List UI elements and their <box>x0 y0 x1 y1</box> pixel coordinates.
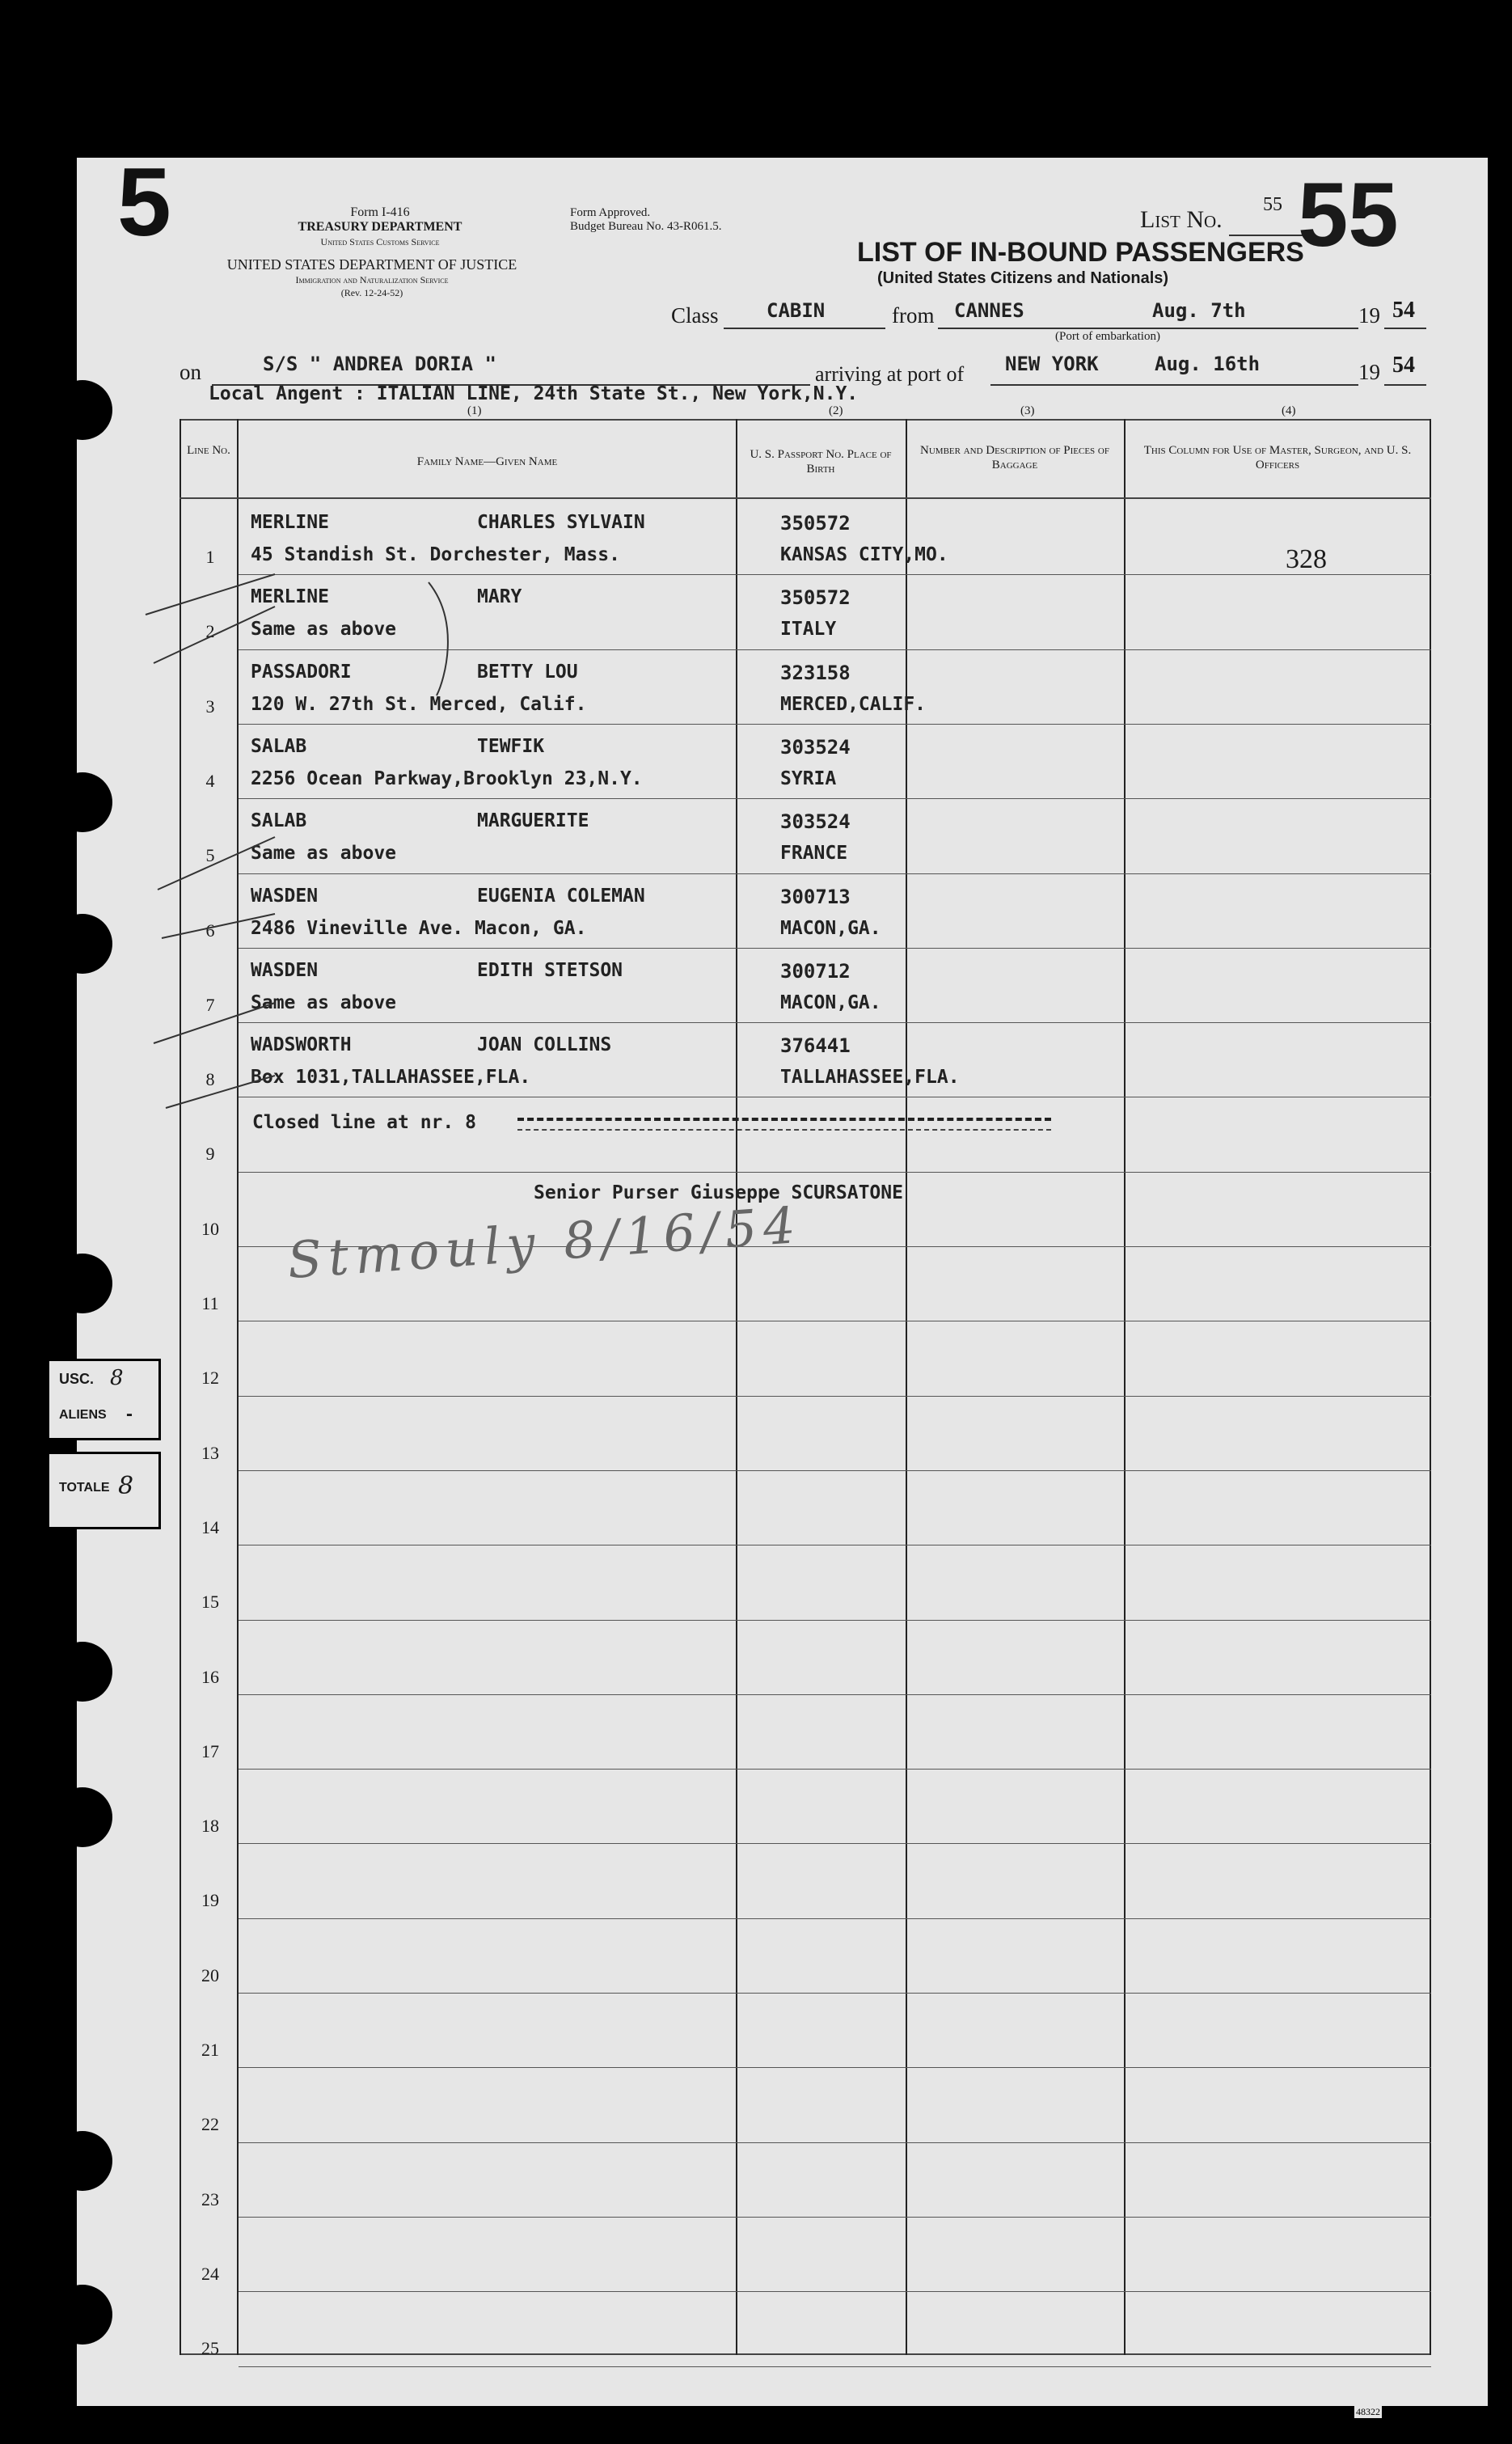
passport-number: 303524 <box>780 736 851 759</box>
family-name: SALAB <box>251 810 307 831</box>
punch-hole <box>53 1642 112 1702</box>
place-of-birth: TALLAHASSEE,FLA. <box>780 1067 960 1088</box>
col-baggage-number: (3) <box>1020 404 1035 417</box>
punch-hole <box>53 2131 112 2191</box>
senior-purser: Senior Purser Giuseppe SCURSATONE <box>534 1182 903 1203</box>
col-name-number: (1) <box>467 404 482 417</box>
col-officers-number: (4) <box>1282 404 1296 417</box>
punch-hole <box>53 772 112 832</box>
passport-number: 323158 <box>780 662 851 684</box>
aliens-value: - <box>126 1403 133 1425</box>
home-address: 2256 Ocean Parkway,Brooklyn 23,N.Y. <box>251 768 643 789</box>
col-header-line-no: Line No. <box>187 444 230 457</box>
total-label: TOTALE <box>59 1481 110 1495</box>
depart-date: Aug. 7th <box>1152 299 1246 322</box>
col-passport-number: (2) <box>829 404 843 417</box>
home-address: Box 1031,TALLAHASSEE,FLA. <box>251 1067 531 1088</box>
punch-hole <box>53 380 112 440</box>
line-number: 9 <box>205 1144 215 1164</box>
line-number: 17 <box>201 1741 219 1761</box>
row-rule <box>239 1993 1431 1994</box>
passport-number: 300713 <box>780 886 851 908</box>
table-bottom-border <box>179 2353 1431 2355</box>
given-name: MARGUERITE <box>477 810 589 831</box>
place-of-birth: ITALY <box>780 619 837 640</box>
arrival-port: NEW YORK <box>1005 353 1099 375</box>
depart-year-prefix: 19 <box>1358 303 1380 328</box>
form-approved: Form Approved. <box>570 206 651 219</box>
line-number: 10 <box>201 1219 219 1239</box>
table-right-border <box>1430 419 1431 2355</box>
given-name: CHARLES SYLVAIN <box>477 512 645 533</box>
place-of-birth: FRANCE <box>780 843 848 864</box>
line-number: 1 <box>205 547 215 567</box>
usc-label: USC. <box>59 1371 95 1387</box>
line-number: 16 <box>201 1667 219 1687</box>
place-of-birth: KANSAS CITY,MO. <box>780 544 948 565</box>
revision-date: (Rev. 12-24-52) <box>340 287 403 298</box>
col-header-passport: U. S. Passport No. Place of Birth <box>750 448 892 476</box>
punch-hole <box>53 914 112 974</box>
passport-number: 303524 <box>780 810 851 833</box>
row-rule <box>239 1620 1431 1621</box>
line-number: 2 <box>205 621 215 641</box>
punch-hole <box>53 1254 112 1313</box>
passport-number: 350572 <box>780 586 851 609</box>
col-header-officers: This Column for Use of Master, Surgeon, and U. S. Officers <box>1143 444 1412 471</box>
passport-number: 300712 <box>780 960 851 983</box>
place-of-birth: MACON,GA. <box>780 918 881 939</box>
given-name: BETTY LOU <box>477 662 578 683</box>
arrival-year: 54 <box>1392 353 1415 378</box>
corner-number: 5 <box>117 148 171 256</box>
header-bottom-border <box>179 497 1431 499</box>
line-number: 23 <box>201 2189 219 2209</box>
family-name: PASSADORI <box>251 662 352 683</box>
line-number: 15 <box>201 1592 219 1612</box>
ins-label: Immigration and Naturalization Service <box>295 274 449 285</box>
aliens-label: ALIENS <box>59 1408 107 1422</box>
line-number: 4 <box>205 771 215 791</box>
home-address: 2486 Vineville Ave. Macon, GA. <box>251 918 587 939</box>
officer-note: 328 <box>1286 544 1327 574</box>
arriving-label: arriving at port of <box>815 362 965 386</box>
port-note: (Port of embarkation) <box>1055 330 1160 343</box>
class-value: CABIN <box>767 299 826 322</box>
row-rule <box>239 1470 1431 1471</box>
line-number: 22 <box>201 2114 219 2134</box>
class-label: Class <box>671 303 719 328</box>
col-header-name: Family Name—Given Name <box>416 455 558 468</box>
list-no-underline <box>1229 235 1306 236</box>
col-header-baggage: Number and Description of Pieces of Baggage <box>920 444 1109 471</box>
given-name: JOAN COLLINS <box>477 1034 612 1055</box>
page-title: LIST OF IN-BOUND PASSENGERS <box>857 237 1304 268</box>
row-rule <box>239 2067 1431 2068</box>
officer-signature: Stmouly 8/16/54 <box>285 1195 804 1291</box>
row-rule <box>239 1769 1431 1770</box>
home-address: 120 W. 27th St. Merced, Calif. <box>251 694 587 715</box>
row-rule <box>239 1396 1431 1397</box>
usc-value: 8 <box>110 1366 124 1390</box>
given-name: MARY <box>477 586 522 607</box>
name-col-divider <box>736 419 737 2355</box>
row-rule <box>239 1843 1431 1844</box>
local-agent-line: Local Angent : ITALIAN LINE, 24th State St., New York,N.Y. <box>209 383 859 404</box>
home-address: 45 Standish St. Dorchester, Mass. <box>251 544 620 565</box>
line-number: 20 <box>201 1965 219 1985</box>
class-underline <box>724 328 885 329</box>
department-of-justice: UNITED STATES DEPARTMENT OF JUSTICE <box>226 256 517 273</box>
line-number: 21 <box>201 2040 219 2060</box>
line-number: 12 <box>201 1368 219 1388</box>
line-number: 25 <box>201 2338 219 2358</box>
from-value: CANNES <box>954 299 1024 322</box>
home-address: Same as above <box>251 843 397 864</box>
line-number: 13 <box>201 1443 219 1463</box>
closed-line-note: Closed line at nr. 8 <box>252 1112 476 1133</box>
row-rule <box>239 2291 1431 2292</box>
home-address: Same as above <box>251 992 397 1013</box>
punch-hole <box>53 2285 112 2345</box>
family-name: WADSWORTH <box>251 1034 352 1055</box>
form-code: 48322 <box>1356 2406 1380 2417</box>
arrival-date: Aug. 16th <box>1155 353 1261 375</box>
place-of-birth: MACON,GA. <box>780 992 881 1013</box>
punch-hole <box>53 1787 112 1847</box>
from-label: from <box>892 303 935 328</box>
arrival-year-underline <box>1384 384 1426 386</box>
table-top-border <box>179 419 1431 421</box>
baggage-col-divider <box>1124 419 1126 2355</box>
depart-year: 54 <box>1392 298 1415 323</box>
total-box <box>47 1452 161 1529</box>
family-name: SALAB <box>251 736 307 757</box>
depart-year-underline <box>1384 328 1426 329</box>
line-number: 7 <box>205 995 215 1015</box>
home-address: Same as above <box>251 619 397 640</box>
arrival-underline <box>990 384 1358 386</box>
row-rule <box>239 2217 1431 2218</box>
passport-number: 350572 <box>780 512 851 535</box>
line-number: 5 <box>205 845 215 865</box>
line-number: 24 <box>201 2264 219 2284</box>
place-of-birth: MERCED,CALIF. <box>780 694 927 715</box>
line-number: 19 <box>201 1890 219 1910</box>
line-number: 6 <box>205 920 215 941</box>
row-rule <box>239 2366 1431 2367</box>
form-number: Form I-416 <box>350 205 410 219</box>
arrival-year-prefix: 19 <box>1358 360 1380 384</box>
family-name: WASDEN <box>251 886 319 907</box>
on-label: on <box>179 360 201 384</box>
line-number: 3 <box>205 696 215 717</box>
from-underline <box>938 328 1358 329</box>
customs-service: United States Customs Service <box>320 236 440 247</box>
closed-line-strike <box>517 1118 1051 1131</box>
list-no-large: 55 <box>1298 164 1399 265</box>
list-no-small: 55 <box>1263 194 1282 215</box>
budget-bureau: Budget Bureau No. 43-R061.5. <box>570 220 722 233</box>
family-name: MERLINE <box>251 512 329 533</box>
ship-name: S/S " ANDREA DORIA " <box>263 353 496 375</box>
given-name: EDITH STETSON <box>477 960 623 981</box>
place-of-birth: SYRIA <box>780 768 837 789</box>
list-no-label: List No. <box>1140 206 1223 233</box>
tally-box <box>47 1359 161 1440</box>
given-name: TEWFIK <box>477 736 545 757</box>
line-number: 14 <box>201 1517 219 1537</box>
row-rule <box>239 1694 1431 1695</box>
line-number: 18 <box>201 1816 219 1836</box>
treasury-department: TREASURY DEPARTMENT <box>298 220 462 234</box>
family-name: MERLINE <box>251 586 329 607</box>
family-name: WASDEN <box>251 960 319 981</box>
row-rule <box>239 1918 1431 1919</box>
row-rule <box>239 2142 1431 2143</box>
passport-number: 376441 <box>780 1034 851 1057</box>
given-name: EUGENIA COLEMAN <box>477 886 645 907</box>
page-subtitle: (United States Citizens and Nationals) <box>877 269 1169 287</box>
row-rule <box>239 1172 1431 1173</box>
line-number: 8 <box>205 1069 215 1089</box>
total-value: 8 <box>118 1472 134 1500</box>
line-number: 11 <box>201 1293 219 1313</box>
